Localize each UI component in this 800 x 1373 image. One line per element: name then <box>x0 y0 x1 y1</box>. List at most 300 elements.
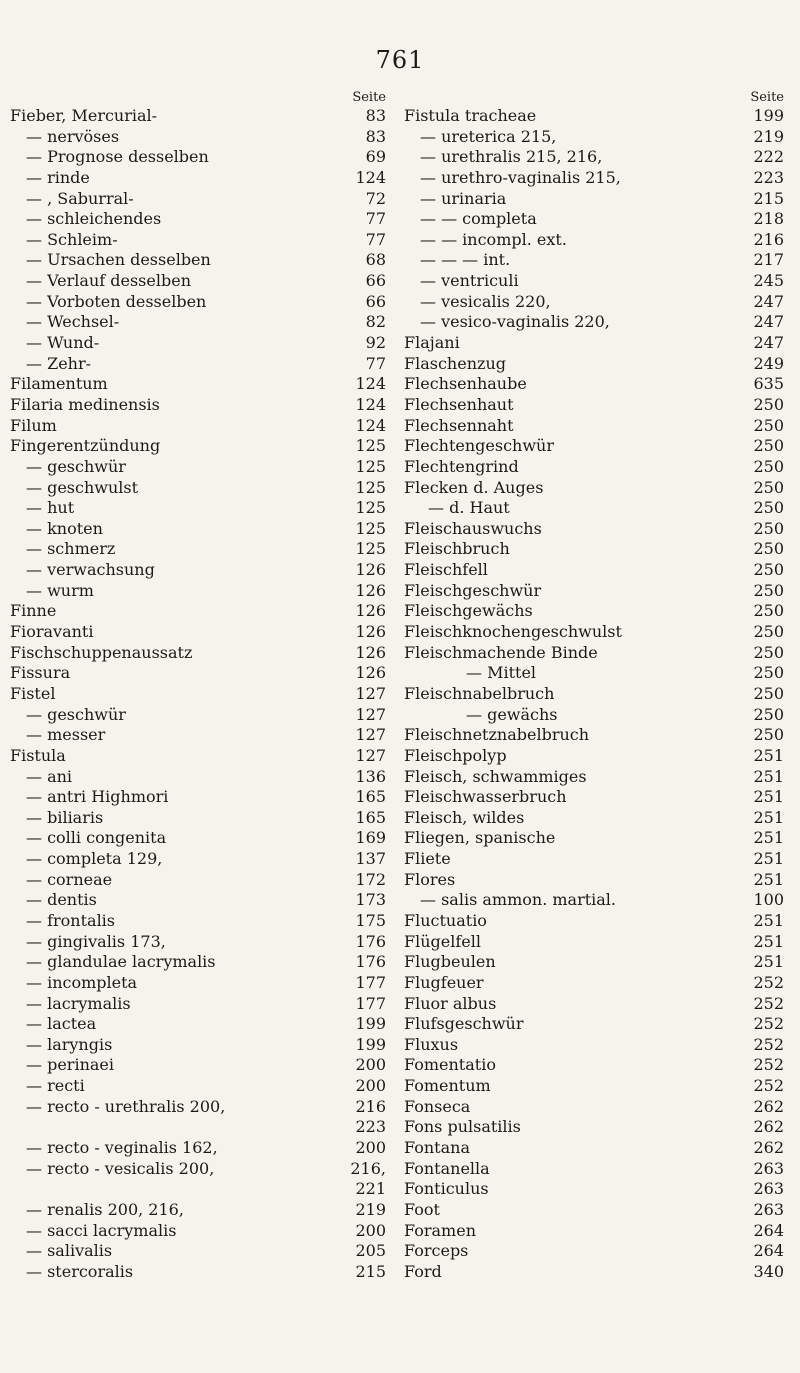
index-entry <box>10 1035 390 1056</box>
index-entry <box>404 436 788 457</box>
index-entry <box>404 828 788 849</box>
index-page-number: 215 <box>355 1261 386 1281</box>
index-term: — schleichendes <box>26 209 162 229</box>
index-entry <box>10 416 390 437</box>
index-entry <box>10 890 390 911</box>
index-term: Ford <box>404 1261 442 1281</box>
index-page-number: 250 <box>753 642 784 662</box>
index-page-number: 125 <box>355 456 386 476</box>
index-entry <box>404 1076 788 1097</box>
index-page-number: 247 <box>753 333 784 353</box>
index-entry <box>10 1262 390 1283</box>
index-entry <box>10 622 390 643</box>
index-page-number: 249 <box>753 353 784 373</box>
index-page-number: 77 <box>365 229 386 249</box>
index-page-number: 251 <box>753 807 784 827</box>
index-page-number: 125 <box>355 498 386 518</box>
index-term: — , Saburral- <box>26 188 134 208</box>
index-term: Filaria medinensis <box>10 394 160 414</box>
index-entry <box>10 395 390 416</box>
index-entry <box>10 725 390 746</box>
index-page-number: 172 <box>355 869 386 889</box>
index-term: Flechsennaht <box>404 415 514 435</box>
index-term: — verwachsung <box>26 560 155 580</box>
index-entry <box>404 725 788 746</box>
index-term: — recti <box>26 1076 85 1096</box>
index-term: Fingerentzündung <box>10 436 161 456</box>
index-page-number: 252 <box>753 1055 784 1075</box>
index-page-number: 223 <box>753 167 784 187</box>
index-term: Fleischmachende Binde <box>404 642 598 662</box>
index-term: — corneae <box>26 869 113 889</box>
index-page-number: 250 <box>753 601 784 621</box>
index-entry <box>404 911 788 932</box>
index-entry <box>404 292 788 313</box>
column-header-seite: Seite <box>750 90 784 105</box>
index-page-number: 205 <box>355 1241 386 1261</box>
index-term: — sacci lacrymalis <box>26 1220 177 1240</box>
index-page-number: 250 <box>753 683 784 703</box>
index-term: — geschwür <box>26 704 126 724</box>
index-entry <box>404 1097 788 1118</box>
index-term: Flaschenzug <box>404 353 506 373</box>
index-entry <box>10 333 390 354</box>
index-entry <box>404 1035 788 1056</box>
index-page-number: 223 <box>355 1117 386 1137</box>
index-page-number: 125 <box>355 477 386 497</box>
index-term: — geschwulst <box>26 477 139 497</box>
index-term: — vesicalis 220, <box>420 291 551 311</box>
index-entry <box>404 250 788 271</box>
index-entry <box>10 560 390 581</box>
index-entry <box>404 498 788 519</box>
index-term: — recto - vesicalis 200, <box>26 1158 215 1178</box>
index-page-number: 200 <box>355 1220 386 1240</box>
index-page-number: 264 <box>753 1220 784 1240</box>
index-column-left <box>10 90 390 1283</box>
index-term: Flechsenhaube <box>404 374 527 394</box>
index-term: Flechsenhaut <box>404 394 514 414</box>
index-page-number: 215 <box>753 188 784 208</box>
index-page-number: 176 <box>355 931 386 951</box>
index-entry <box>10 168 390 189</box>
index-entry <box>404 209 788 230</box>
index-page-number: 125 <box>355 518 386 538</box>
index-page-number: 126 <box>355 663 386 683</box>
index-term: — — — int. <box>420 250 511 270</box>
index-page-number: 247 <box>753 291 784 311</box>
index-page-number: 200 <box>355 1138 386 1158</box>
index-entry <box>10 374 390 395</box>
index-entry <box>10 271 390 292</box>
index-page-number: 250 <box>753 394 784 414</box>
index-term: — nervöses <box>26 126 120 146</box>
index-entry <box>10 828 390 849</box>
index-term: Fleisch, schwammiges <box>404 766 587 786</box>
index-term: — incompleta <box>26 972 138 992</box>
index-term: — hut <box>26 498 75 518</box>
index-term: — Schleim- <box>26 229 118 249</box>
index-page-number: 77 <box>365 353 386 373</box>
index-term: Flechtengrind <box>404 456 519 476</box>
index-page-number: 68 <box>365 250 386 270</box>
index-entry <box>10 911 390 932</box>
index-page-number: 136 <box>355 766 386 786</box>
index-entry <box>404 746 788 767</box>
index-entry <box>404 416 788 437</box>
index-term: Fissura <box>10 663 71 683</box>
index-term: Fomentum <box>404 1076 491 1096</box>
index-entry <box>404 684 788 705</box>
index-entry <box>404 560 788 581</box>
index-page-number: 83 <box>365 106 386 125</box>
index-entry <box>404 705 788 726</box>
index-page-number: 250 <box>753 725 784 745</box>
index-page-number: 124 <box>355 415 386 435</box>
index-term: Foramen <box>404 1220 476 1240</box>
index-term: Finne <box>10 601 57 621</box>
index-entry <box>10 1097 390 1118</box>
index-entry <box>10 932 390 953</box>
index-term: — glandulae lacrymalis <box>26 952 216 972</box>
index-entry <box>10 705 390 726</box>
index-entry <box>10 127 390 148</box>
index-term: — recto - urethralis 200, <box>26 1096 226 1116</box>
index-term: — messer <box>26 725 106 745</box>
index-term: — rinde <box>26 167 90 187</box>
index-page-number: 126 <box>355 580 386 600</box>
index-term: — knoten <box>26 518 103 538</box>
index-page-number: 83 <box>365 126 386 146</box>
index-entry <box>404 932 788 953</box>
index-page-number: 173 <box>355 890 386 910</box>
index-term: Fluxus <box>404 1034 459 1054</box>
index-term: Fleischnabelbruch <box>404 683 555 703</box>
index-page-number: 250 <box>753 622 784 642</box>
index-term: Foot <box>404 1199 440 1219</box>
index-term: Filum <box>10 415 57 435</box>
index-page-number: 251 <box>753 952 784 972</box>
index-term: Flechtengeschwür <box>404 436 554 456</box>
index-page-number: 125 <box>355 436 386 456</box>
index-term: — urethralis 215, 216, <box>420 147 603 167</box>
index-term: Forceps <box>404 1241 469 1261</box>
index-page-number: 250 <box>753 456 784 476</box>
index-term: Fioravanti <box>10 622 94 642</box>
index-page-number: 216 <box>355 1096 386 1116</box>
index-page-number: 216, <box>350 1158 386 1178</box>
index-entry <box>404 168 788 189</box>
index-term: Fleischpolyp <box>404 745 507 765</box>
index-term: Flores <box>404 869 456 889</box>
index-term: — biliaris <box>26 807 104 827</box>
index-entry <box>10 684 390 705</box>
index-entry <box>404 354 788 375</box>
index-page-number: 251 <box>753 869 784 889</box>
index-page-number: 124 <box>355 394 386 414</box>
index-page-number: 250 <box>753 498 784 518</box>
index-column-right <box>404 90 788 1283</box>
index-term: Fleischfell <box>404 560 488 580</box>
index-entry <box>10 1241 390 1262</box>
index-entry <box>404 1055 788 1076</box>
index-page-number: 200 <box>355 1076 386 1096</box>
index-entry <box>10 436 390 457</box>
index-term: — schmerz <box>26 539 116 559</box>
index-entry <box>404 622 788 643</box>
index-term: — geschwür <box>26 456 126 476</box>
index-page-number: 245 <box>753 271 784 291</box>
index-page-number: 250 <box>753 415 784 435</box>
index-term: — urinaria <box>420 188 507 208</box>
index-entry <box>404 1221 788 1242</box>
index-page-number: 66 <box>365 291 386 311</box>
index-entry <box>10 498 390 519</box>
index-term: — Mittel <box>466 663 537 683</box>
index-page-number: 252 <box>753 993 784 1013</box>
index-entry <box>404 1262 788 1283</box>
index-term: Fontana <box>404 1138 470 1158</box>
index-entry-list <box>404 106 788 1283</box>
index-entry <box>404 787 788 808</box>
index-entry <box>10 643 390 664</box>
index-term: — vesico-vaginalis 220, <box>420 312 610 332</box>
index-page-number: 175 <box>355 910 386 930</box>
index-term: — ani <box>26 766 73 786</box>
index-entry <box>404 539 788 560</box>
index-page-number: 125 <box>355 539 386 559</box>
index-term: — gewächs <box>466 704 558 724</box>
index-page-number: 250 <box>753 518 784 538</box>
index-term: — salis ammon. martial. <box>420 890 617 910</box>
index-term: Flugbeulen <box>404 952 496 972</box>
index-term: Fomentatio <box>404 1055 496 1075</box>
index-entry <box>10 106 390 127</box>
index-entry <box>404 581 788 602</box>
index-entry <box>404 519 788 540</box>
index-entry <box>404 643 788 664</box>
index-term: Fonseca <box>404 1096 471 1116</box>
index-term: Fonticulus <box>404 1179 489 1199</box>
index-entry <box>404 457 788 478</box>
index-entry <box>10 519 390 540</box>
index-entry <box>10 663 390 684</box>
index-page-number: 169 <box>355 828 386 848</box>
index-entry <box>404 601 788 622</box>
index-page-number: 250 <box>753 663 784 683</box>
index-entry <box>10 312 390 333</box>
index-page-number: 250 <box>753 560 784 580</box>
index-entry <box>404 1200 788 1221</box>
index-entry <box>10 292 390 313</box>
index-term: Flugfeuer <box>404 972 484 992</box>
index-term: — Prognose desselben <box>26 147 209 167</box>
index-page-number: 250 <box>753 539 784 559</box>
index-term: — Verlauf desselben <box>26 271 191 291</box>
index-term: — colli congenita <box>26 828 167 848</box>
index-page-number: 165 <box>355 787 386 807</box>
index-term: — Vorboten desselben <box>26 291 207 311</box>
index-page-number: 251 <box>753 787 784 807</box>
index-page-number: 126 <box>355 601 386 621</box>
index-page-number: 199 <box>355 1014 386 1034</box>
index-term: — renalis 200, 216, <box>26 1199 184 1219</box>
index-page-number: 250 <box>753 580 784 600</box>
page-number: 761 <box>375 46 425 74</box>
index-term: Fluctuatio <box>404 910 487 930</box>
index-page-number: 126 <box>355 622 386 642</box>
index-entry <box>10 354 390 375</box>
index-page-number: 251 <box>753 910 784 930</box>
index-term: — wurm <box>26 580 94 600</box>
index-page-number: 252 <box>753 1034 784 1054</box>
index-term: Fliete <box>404 849 451 869</box>
index-term: Fleischknochengeschwulst <box>404 622 622 642</box>
index-page-number: 126 <box>355 560 386 580</box>
index-page-number: 250 <box>753 436 784 456</box>
index-entry <box>10 1179 390 1200</box>
index-term: — perinaei <box>26 1055 114 1075</box>
index-entry <box>10 478 390 499</box>
index-term: — lacrymalis <box>26 993 131 1013</box>
index-term: Fleischauswuchs <box>404 518 542 538</box>
index-term: — frontalis <box>26 910 116 930</box>
index-page-number: 127 <box>355 725 386 745</box>
index-page-number: 262 <box>753 1117 784 1137</box>
index-term: Flufsgeschwür <box>404 1014 524 1034</box>
index-page-number: 66 <box>365 271 386 291</box>
index-entry <box>10 952 390 973</box>
index-page-number: 127 <box>355 745 386 765</box>
index-page-number: 262 <box>753 1138 784 1158</box>
index-term: — ureterica 215, <box>420 126 557 146</box>
index-page-number: 219 <box>355 1199 386 1219</box>
index-page-number: 177 <box>355 993 386 1013</box>
index-entry <box>10 1159 390 1180</box>
index-page-number: 127 <box>355 704 386 724</box>
index-page-number: 251 <box>753 849 784 869</box>
index-entry <box>10 1076 390 1097</box>
index-term: Flecken d. Auges <box>404 477 544 497</box>
index-term: — gingivalis 173, <box>26 931 166 951</box>
index-page-number: 247 <box>753 312 784 332</box>
index-entry <box>10 539 390 560</box>
index-page-number: 82 <box>365 312 386 332</box>
index-page-number: 165 <box>355 807 386 827</box>
index-page-number: 199 <box>355 1034 386 1054</box>
index-entry <box>10 973 390 994</box>
index-page-number: 251 <box>753 745 784 765</box>
index-entry <box>10 787 390 808</box>
index-page-number: 221 <box>355 1179 386 1199</box>
index-term: — antri Highmori <box>26 787 169 807</box>
index-entry <box>404 973 788 994</box>
index-term: — Wund- <box>26 333 100 353</box>
index-page-number: 137 <box>355 849 386 869</box>
index-page-number: 177 <box>355 972 386 992</box>
index-entry <box>10 230 390 251</box>
index-page-number: 100 <box>753 890 784 910</box>
index-term: — dentis <box>26 890 97 910</box>
index-entry <box>404 663 788 684</box>
index-page-number: 252 <box>753 1014 784 1034</box>
index-term: — salivalis <box>26 1241 113 1261</box>
index-page-number: 263 <box>753 1179 784 1199</box>
index-term: Fleischbruch <box>404 539 510 559</box>
index-page-number: 199 <box>753 106 784 125</box>
index-term: Fleischwasserbruch <box>404 787 567 807</box>
index-term: Flajani <box>404 333 460 353</box>
index-term: Fischschuppenaussatz <box>10 642 193 662</box>
index-term: Fontanella <box>404 1158 490 1178</box>
index-page-number: 217 <box>753 250 784 270</box>
index-page-number: 251 <box>753 931 784 951</box>
index-entry <box>404 478 788 499</box>
index-term: Fieber, Mercurial- <box>10 106 158 125</box>
index-entry <box>10 767 390 788</box>
index-page-number: 251 <box>753 828 784 848</box>
index-page-number: 124 <box>355 374 386 394</box>
index-entry <box>404 767 788 788</box>
index-term: Fistel <box>10 683 56 703</box>
index-entry <box>404 849 788 870</box>
index-page-number: 264 <box>753 1241 784 1261</box>
index-entry <box>404 1117 788 1138</box>
index-entry <box>10 601 390 622</box>
index-page-number: 251 <box>753 766 784 786</box>
index-term: — stercoralis <box>26 1261 134 1281</box>
index-page-number: 200 <box>355 1055 386 1075</box>
index-page-number: 72 <box>365 188 386 208</box>
index-entry <box>10 189 390 210</box>
index-page-number: 262 <box>753 1096 784 1116</box>
index-term: — — incompl. ext. <box>420 229 567 249</box>
index-page-number: 77 <box>365 209 386 229</box>
index-entry <box>404 870 788 891</box>
index-page-number: 222 <box>753 147 784 167</box>
index-entry <box>10 1014 390 1035</box>
index-term: — lactea <box>26 1014 97 1034</box>
column-header-seite: Seite <box>352 90 386 105</box>
index-entry <box>404 1014 788 1035</box>
index-entry <box>404 271 788 292</box>
index-term: Fleischnetznabelbruch <box>404 725 590 745</box>
index-entry <box>10 457 390 478</box>
index-page-number: 124 <box>355 167 386 187</box>
index-term: Filamentum <box>10 374 108 394</box>
index-term: — Zehr- <box>26 353 92 373</box>
index-entry <box>404 395 788 416</box>
index-entry <box>404 230 788 251</box>
index-term: — recto - veginalis 162, <box>26 1138 218 1158</box>
index-entry <box>10 1221 390 1242</box>
index-entry <box>404 994 788 1015</box>
index-page-number: 216 <box>753 229 784 249</box>
index-entry <box>10 581 390 602</box>
index-page-number: 252 <box>753 972 784 992</box>
index-entry <box>10 808 390 829</box>
index-term: — ventriculi <box>420 271 519 291</box>
index-entry <box>10 870 390 891</box>
index-page-number: 218 <box>753 209 784 229</box>
index-term: — Wechsel- <box>26 312 120 332</box>
index-entry <box>10 994 390 1015</box>
index-term: Flügelfell <box>404 931 481 951</box>
index-entry <box>10 1055 390 1076</box>
index-entry <box>10 250 390 271</box>
index-page-number: 176 <box>355 952 386 972</box>
index-entry <box>10 1117 390 1138</box>
